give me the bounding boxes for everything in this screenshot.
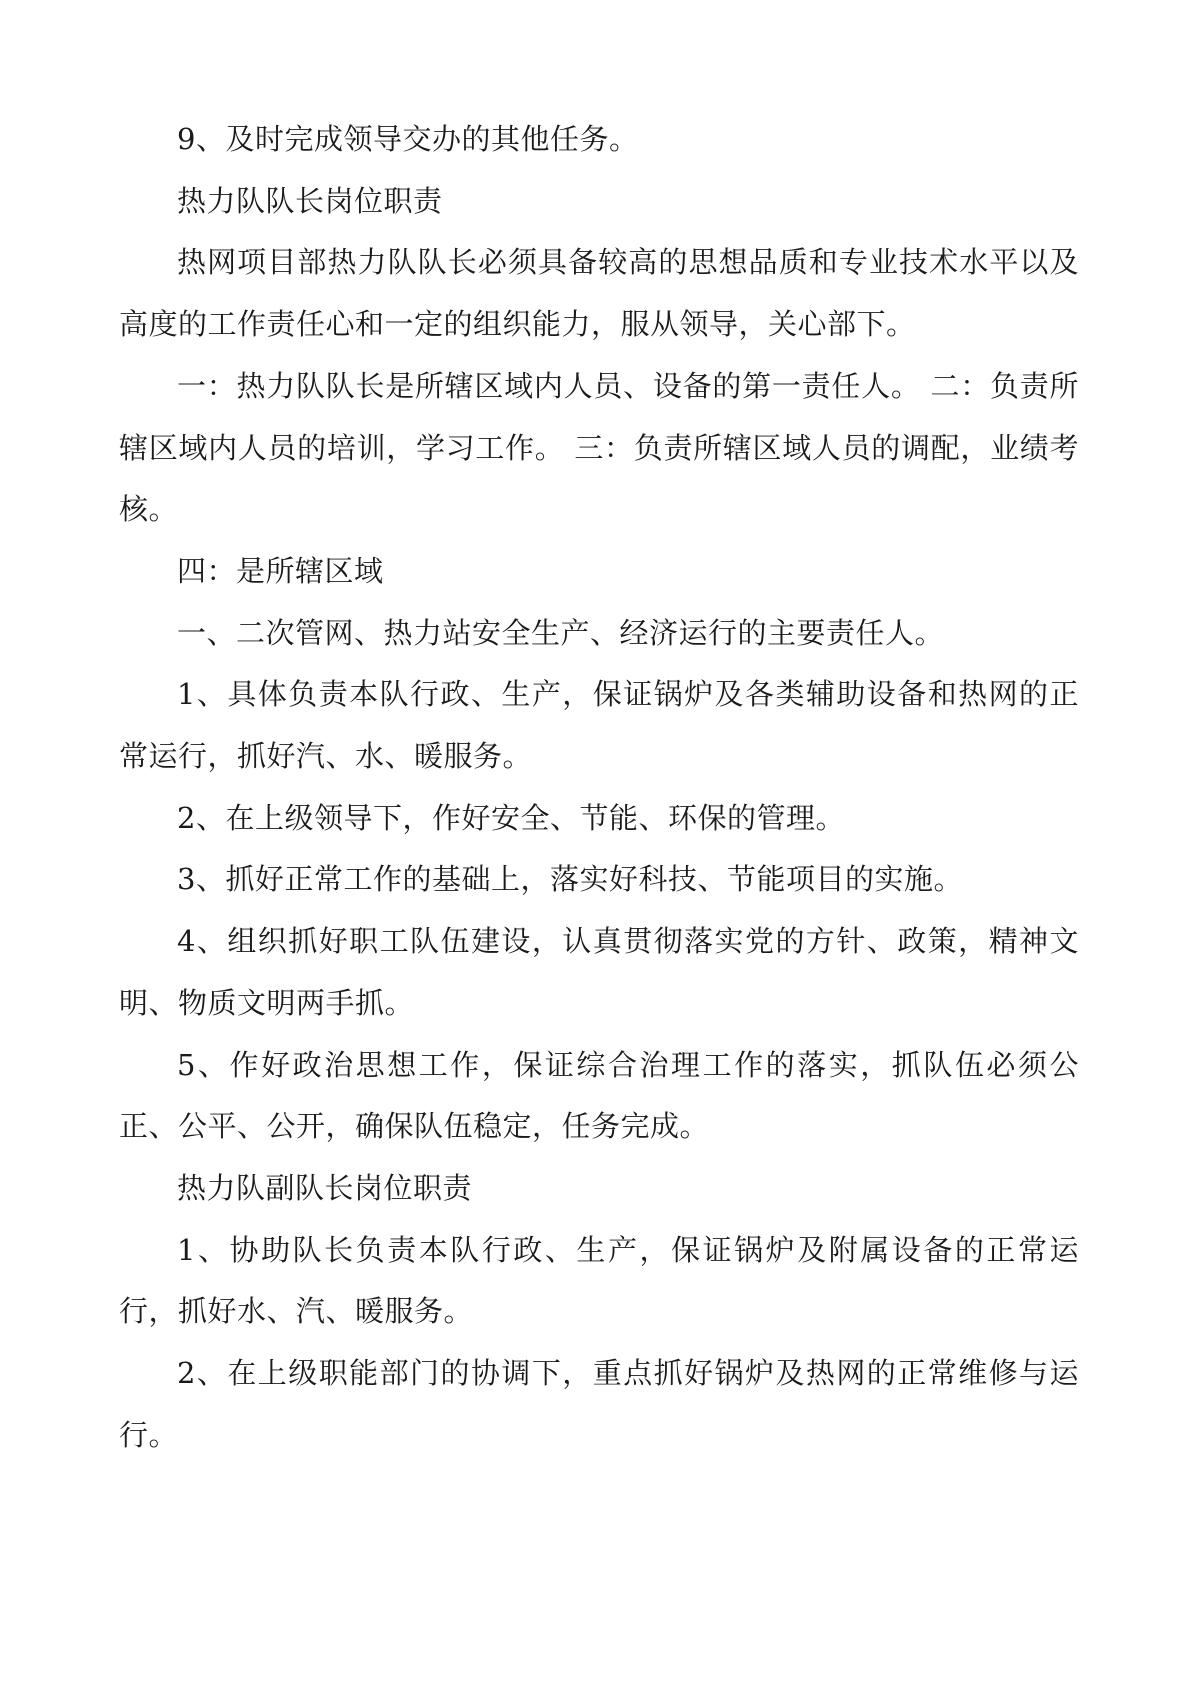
paragraph-task-9: 9、及时完成领导交办的其他任务。 (177, 122, 639, 156)
paragraph-item-2: 2、在上级领导下，作好安全、节能、环保的管理。 (177, 800, 845, 835)
paragraph-item-5: 5、作好政治思想工作，保证综合治理工作的落实，抓队伍必须公正、公平、公开，确保队伍稳定，任务完成。 (119, 1047, 1079, 1144)
paragraph-leader-duties-1-3: 一：热力队队长是所辖区域内人员、设备的第一责任人。 二：负责所辖区域内人员的培训，学习工作。 三：负责所辖区域人员的调配，业绩考核。 (119, 368, 1079, 527)
paragraph-leader-duty-4: 四：是所辖区域 (177, 553, 384, 588)
document-body (119, 109, 1079, 1466)
paragraph-leader-requirements: 热网项目部热力队队长必须具备较高的思想品质和专业技术水平以及高度的工作责任心和一定的组织能力，服从领导，关心部下。 (119, 245, 1079, 342)
paragraph-pipe-network: 一、二次管网、热力站安全生产、经济运行的主要责任人。 (177, 615, 945, 650)
paragraph-item-1: 1、具体负责本队行政、生产，保证锅炉及各类辅助设备和热网的正常运行，抓好汽、水、暖服务。 (119, 677, 1079, 774)
paragraph-item-3: 3、抓好正常工作的基础上，落实好科技、节能项目的实施。 (177, 862, 963, 897)
paragraph-item-4: 4、组织抓好职工队伍建设，认真贯彻落实党的方针、政策，精神文明、物质文明两手抓。 (119, 924, 1079, 1020)
section-heading-team-leader: 热力队队长岗位职责 (177, 183, 443, 218)
section-heading-deputy-leader: 热力队副队长岗位职责 (177, 1170, 473, 1205)
paragraph-deputy-item-1: 1、协助队长负责本队行政、生产，保证锅炉及附属设备的正常运行，抓好水、汽、暖服务。 (119, 1232, 1079, 1329)
paragraph-deputy-item-2: 2、在上级职能部门的协调下，重点抓好锅炉及热网的正常维修与运行。 (119, 1356, 1079, 1452)
